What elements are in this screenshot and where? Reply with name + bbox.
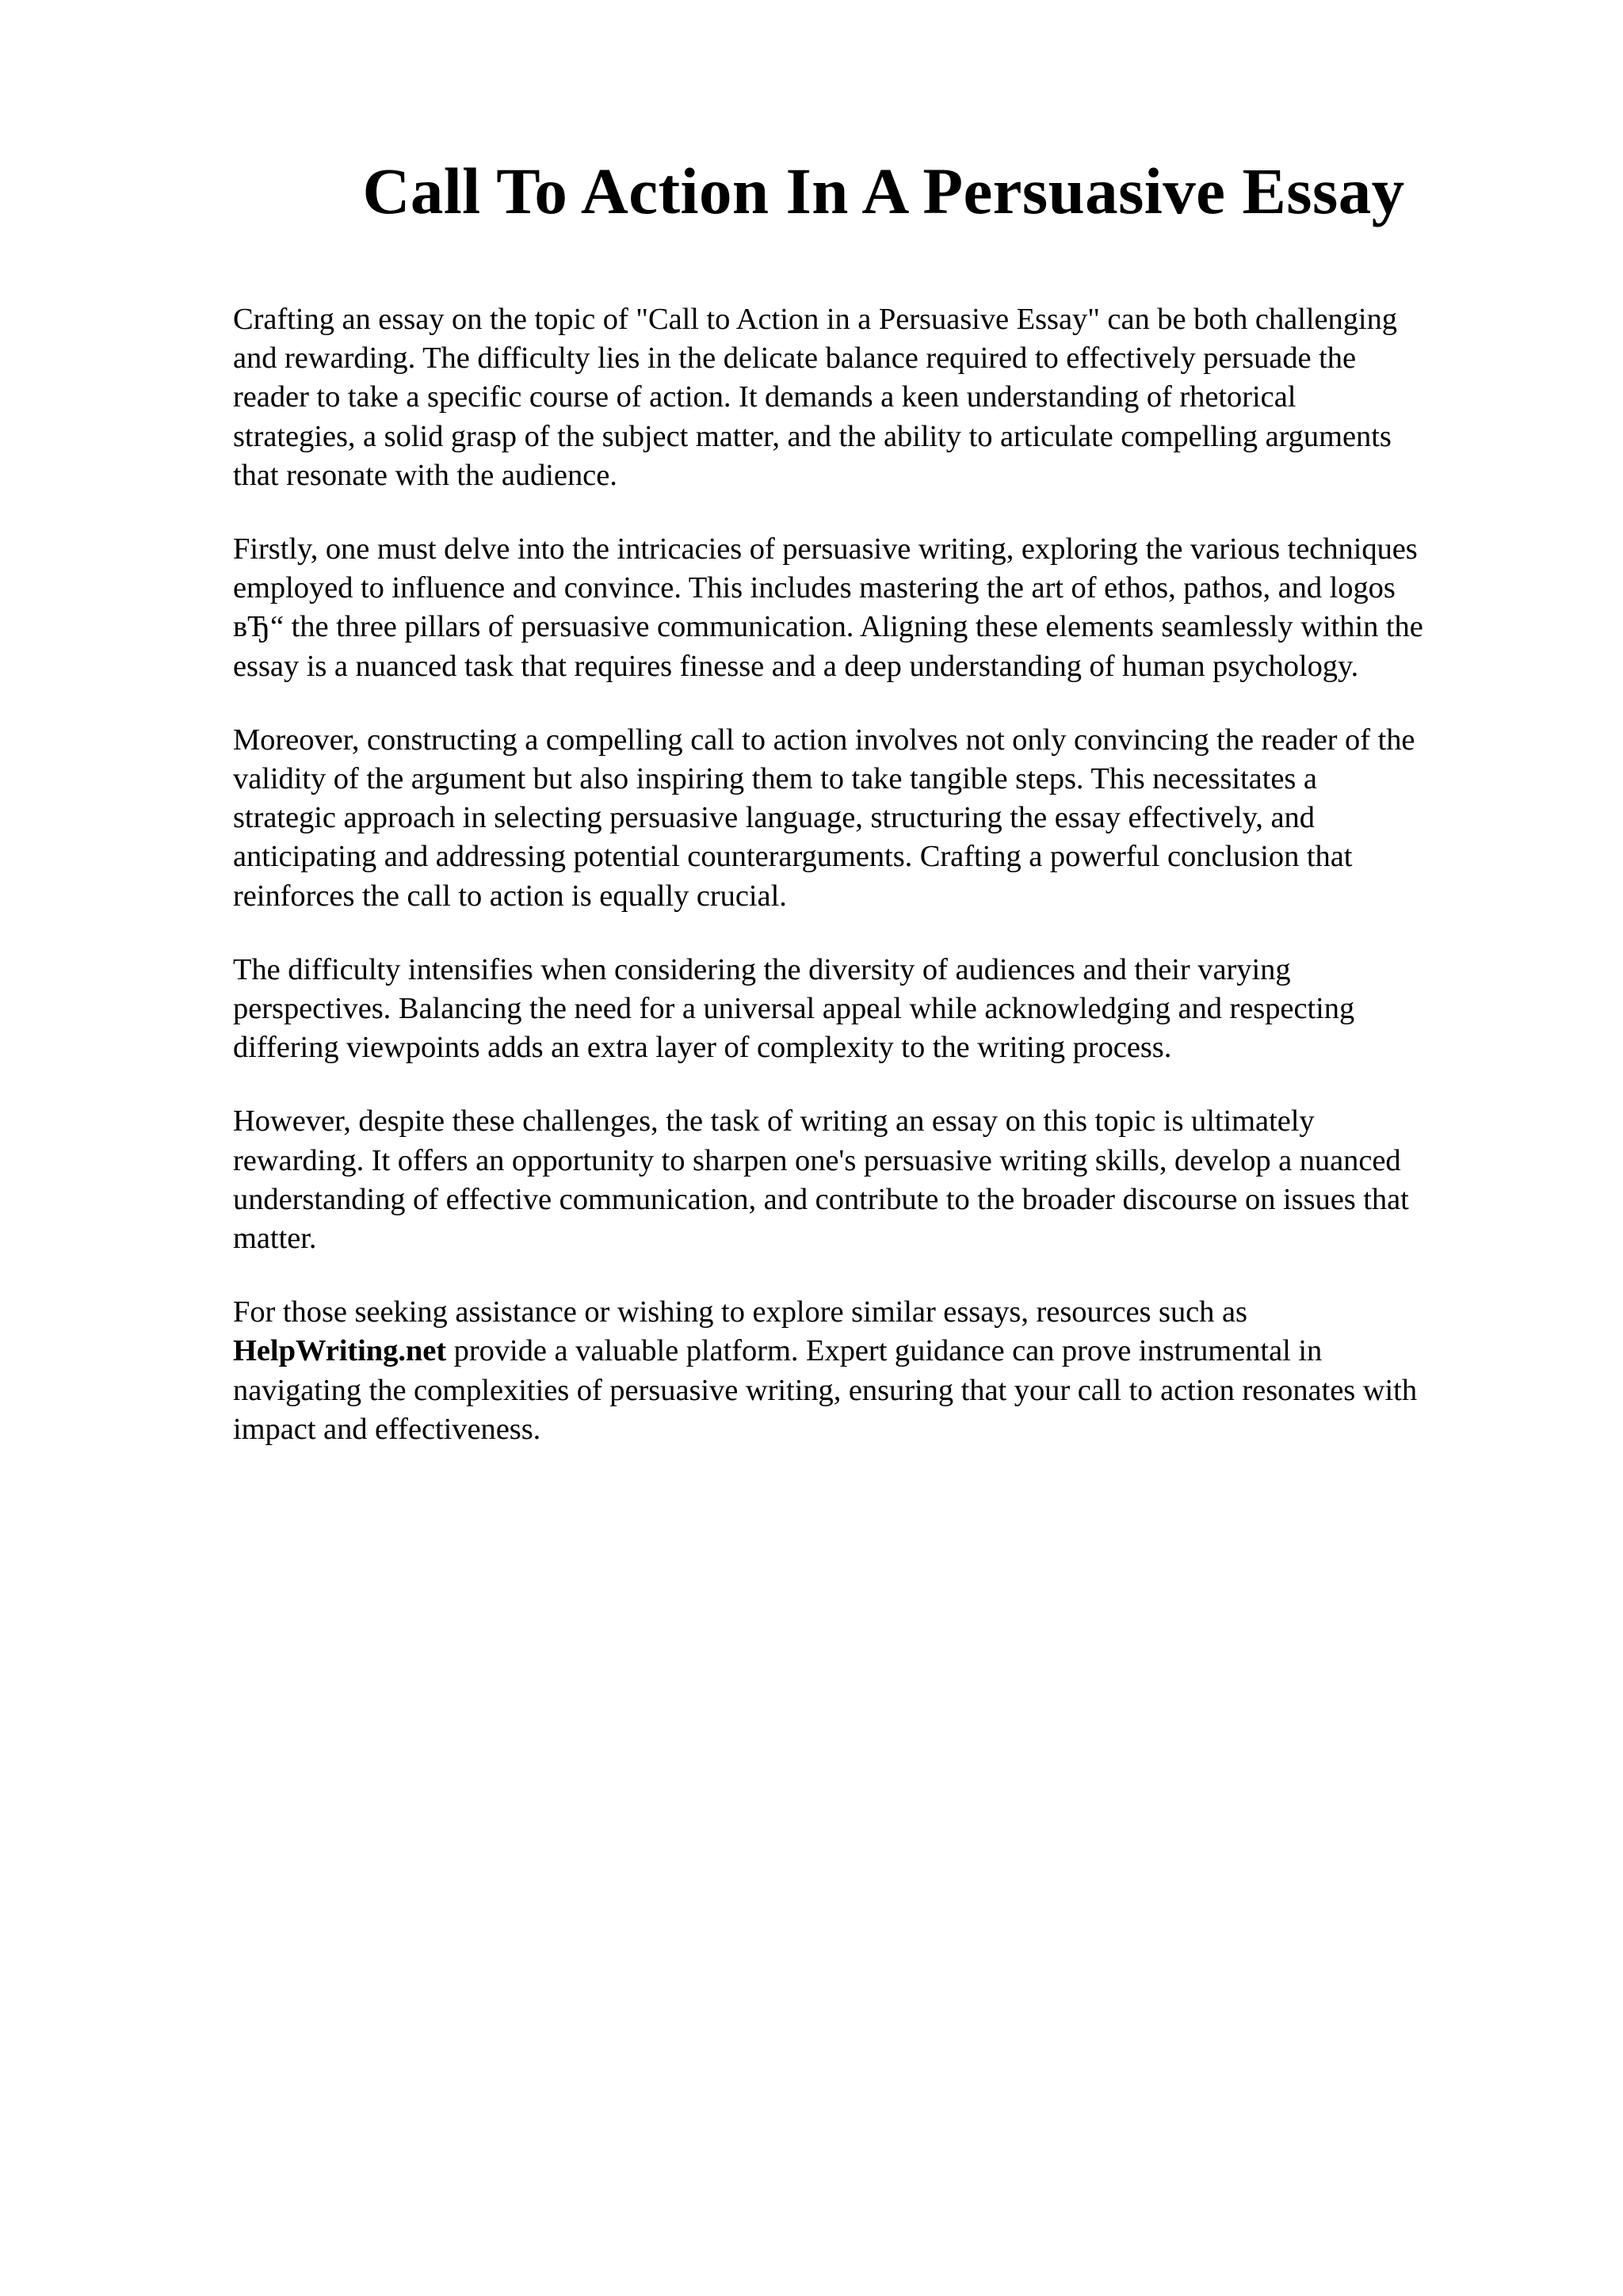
text-line: perspectives. Balancing the need for a universal appeal while acknowledging and respecting — [233, 992, 1355, 1026]
text-line: reinforces the call to action is equally crucial. — [233, 879, 787, 913]
page-title: Call To Action In A Persuasive Essay — [362, 154, 1405, 227]
text-line: However, despite these challenges, the task of writing an essay on this topic is ultimately — [233, 1104, 1315, 1138]
paragraph-rewarding — [233, 1102, 1541, 1258]
paragraph-techniques — [233, 530, 1541, 686]
text-line: differing viewpoints adds an extra layer of complexity to the writing process. — [233, 1031, 1172, 1065]
text-line: The difficulty intensifies when considering the diversity of audiences and their varying — [233, 952, 1291, 986]
text-line: navigating the complexities of persuasive writing, ensuring that your call to action resonates with — [233, 1373, 1418, 1407]
brand-name: HelpWriting.net — [233, 1334, 447, 1368]
text-line: reader to take a specific course of action. It demands a keen understanding of rhetorical — [233, 380, 1296, 414]
paragraph-audiences — [233, 951, 1541, 1068]
text-line: that resonate with the audience. — [233, 458, 617, 492]
text-line: employed to influence and convince. This includes mastering the art of ethos, pathos, and logos — [233, 571, 1396, 605]
paragraph-intro — [233, 300, 1541, 495]
text-line: rewarding. It offers an opportunity to sharpen one's persuasive writing skills, develop a nuanced — [233, 1143, 1401, 1177]
text-line-with-brand — [233, 1332, 1541, 1371]
text-line: and rewarding. The difficulty lies in the delicate balance required to effectively persuade the — [233, 341, 1357, 376]
paragraph-call-to-action — [233, 721, 1541, 916]
text-line: anticipating and addressing potential counterarguments. Crafting a powerful conclusion that — [233, 840, 1353, 874]
paragraph-resources — [233, 1293, 1541, 1449]
text-line: Crafting an essay on the topic of "Call to Action in a Persuasive Essay" can be both challenging — [233, 303, 1397, 336]
text-segment: provide a valuable platform. Expert guidance can prove instrumental in — [446, 1334, 1323, 1368]
essay-body — [233, 300, 1541, 1484]
text-line: For those seeking assistance or wishing to explore similar essays, resources such as — [233, 1295, 1247, 1329]
text-line: Moreover, constructing a compelling call to action involves not only convincing the reader of the — [233, 723, 1415, 757]
text-line: understanding of effective communication, and contribute to the broader discourse on issues that — [233, 1182, 1409, 1216]
text-line: strategic approach in selecting persuasive language, structuring the essay effectively, and — [233, 801, 1315, 835]
text-line: essay is a nuanced task that requires finesse and a deep understanding of human psychology. — [233, 649, 1359, 683]
text-line: matter. — [233, 1222, 317, 1256]
text-line: Firstly, one must delve into the intricacies of persuasive writing, exploring the various techniques — [233, 532, 1418, 566]
text-line: impact and effectiveness. — [233, 1412, 541, 1446]
text-line: strategies, a solid grasp of the subject matter, and the ability to articulate compelling arguments — [233, 419, 1392, 453]
text-line: validity of the argument but also inspiring them to take tangible steps. This necessitates a — [233, 762, 1317, 796]
text-line: вЂ“ the three pillars of persuasive communication. Aligning these elements seamlessly within the — [233, 610, 1423, 644]
